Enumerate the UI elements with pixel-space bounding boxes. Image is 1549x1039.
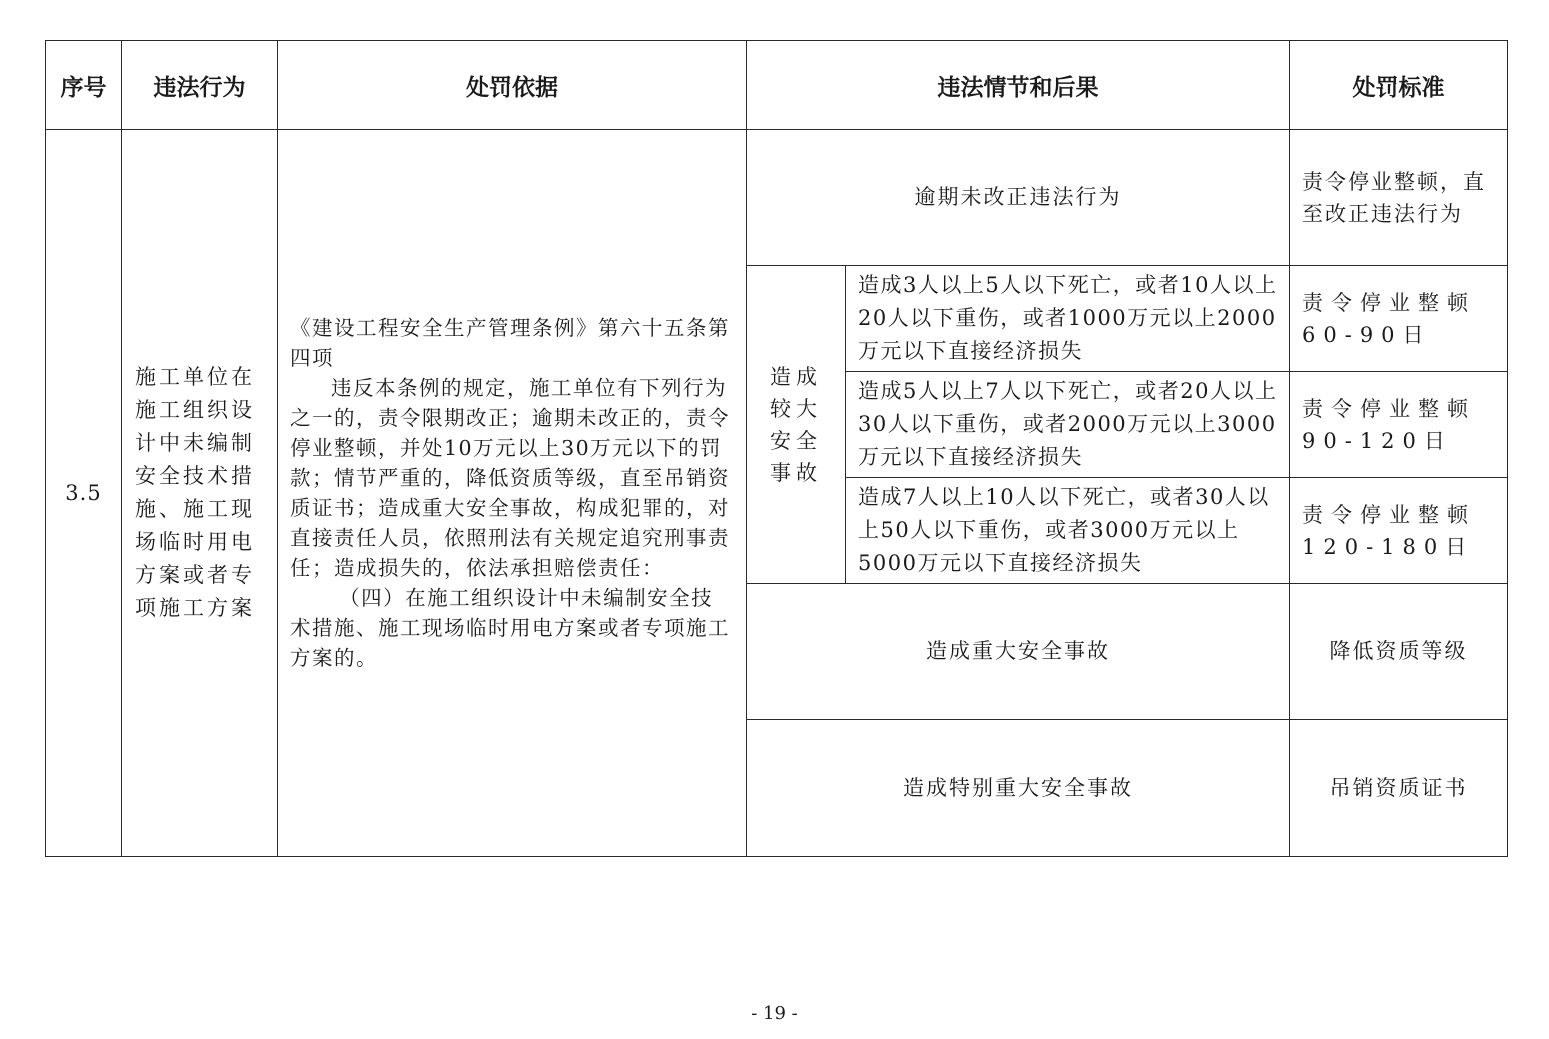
basis-clause-four: （四）在施工组织设计中未编制安全技术措施、施工现场临时用电方案或者专项施工方案的。: [290, 586, 730, 670]
group-major-accident: [747, 266, 846, 584]
row-seq: 3.5: [46, 130, 122, 857]
row-legal-basis: [278, 130, 747, 857]
consequence-serious: 造成重大安全事故: [747, 584, 1290, 720]
table-row: [46, 130, 1508, 266]
header-seq: 序号: [46, 41, 122, 130]
standard-tier-2: 责令停业整顿90-120日: [1290, 372, 1508, 478]
consequence-especially-serious: 造成特别重大安全事故: [747, 720, 1290, 857]
header-row: [46, 41, 1508, 130]
standard-serious: 降低资质等级: [1290, 584, 1508, 720]
consequence-overdue: 逾期未改正违法行为: [747, 130, 1290, 266]
row-violation: 施工单位在施工组织设计中未编制安全技术措施、施工现场临时用电方案或者专项施工方案: [122, 130, 278, 857]
consequence-tier-2: 造成5人以上7人以下死亡，或者20人以上30人以下重伤，或者2000万元以上3000万元以下直接经济损失: [846, 372, 1290, 478]
header-circumstances: 违法情节和后果: [747, 41, 1290, 130]
basis-citation: 《建设工程安全生产管理条例》第六十五条第四项: [290, 316, 730, 370]
consequence-tier-1: 造成3人以上5人以下死亡，或者10人以上20人以下重伤，或者1000万元以上2000万元以下直接经济损失: [846, 266, 1290, 372]
standard-overdue: 责令停业整顿，直至改正违法行为: [1290, 130, 1508, 266]
header-legal-basis: 处罚依据: [278, 41, 747, 130]
group-major-accident-label: 造成较大安全事故: [770, 364, 822, 485]
header-penalty-standard: 处罚标准: [1290, 41, 1508, 130]
header-violation: 违法行为: [122, 41, 278, 130]
consequence-tier-3: 造成7人以上10人以下死亡，或者30人以上50人以下重伤，或者3000万元以上5000万元以下直接经济损失: [846, 478, 1290, 584]
penalty-table: [45, 40, 1508, 857]
basis-article-text: 违反本条例的规定，施工单位有下列行为之一的，责令限期改正；逾期未改正的，责令停业整顿，并处10万元以上30万元以下的罚款；情节严重的，降低资质等级，直至吊销资质证书；造成重大安全事故，构成犯罪的，对直接责任人员，依照刑法有关规定追究刑事责任；造成损失的，依法承担赔偿责任：: [290, 376, 730, 580]
page-number: - 19 -: [751, 1003, 798, 1024]
standard-tier-3: 责令停业整顿120-180日: [1290, 478, 1508, 584]
standard-especially-serious: 吊销资质证书: [1290, 720, 1508, 857]
standard-tier-1: 责令停业整顿60-90日: [1290, 266, 1508, 372]
